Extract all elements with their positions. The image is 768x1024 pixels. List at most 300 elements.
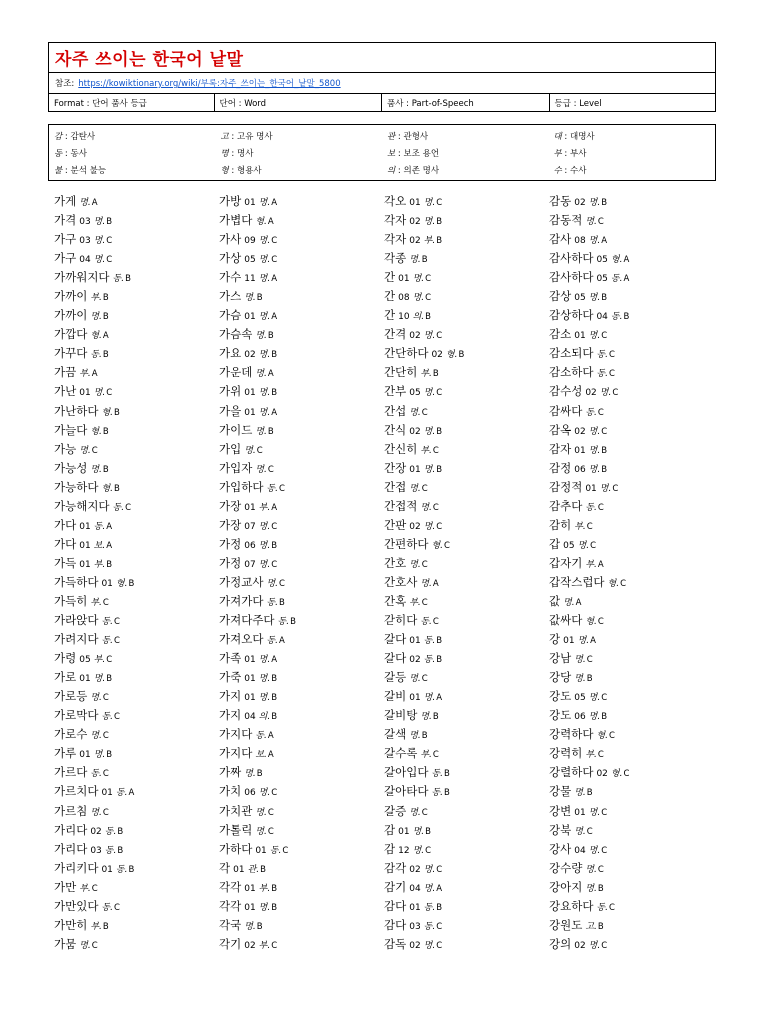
entry-word: 가지 — [219, 708, 242, 723]
entry-pos: 명. — [574, 826, 586, 837]
entry-number: 02 — [409, 940, 421, 951]
legend-key: 의 — [387, 165, 396, 176]
entry-level: A — [271, 502, 278, 513]
entry-number: 01 — [398, 826, 410, 837]
entry-level: A — [91, 369, 98, 380]
entry-pos: 명. — [90, 807, 102, 818]
legend-cell — [549, 164, 716, 176]
entry-number: 01 — [574, 331, 586, 342]
entry-pos: 부. — [258, 883, 271, 894]
word-entry — [54, 917, 219, 936]
entry-level: C — [436, 198, 443, 208]
entry-word: 갈비 — [384, 689, 407, 704]
word-entry — [384, 574, 549, 593]
word-entry — [54, 669, 219, 688]
entry-level: A — [271, 655, 278, 666]
entry-number: 01 — [79, 521, 91, 532]
entry-number: 10 — [398, 312, 410, 323]
entry-level: C — [279, 578, 285, 589]
entry-pos: 명. — [79, 198, 91, 208]
entry-number: 01 — [233, 864, 245, 875]
entry-word: 가구 — [54, 251, 77, 266]
entry-level: C — [256, 445, 263, 456]
entry-pos: 명. — [423, 883, 436, 894]
word-entry — [54, 555, 219, 574]
word-entry — [384, 345, 549, 364]
word-entry — [384, 422, 549, 441]
entry-level: C — [106, 388, 113, 399]
entry-number: 08 — [574, 236, 586, 247]
entry-pos: 동. — [115, 788, 128, 799]
entry-word: 간호 — [384, 555, 407, 570]
legend-key: 감 — [54, 131, 63, 142]
entry-level: B — [102, 312, 109, 323]
entry-pos: 형. — [596, 731, 608, 742]
entry-level: C — [421, 674, 428, 685]
entry-word: 가난 — [54, 384, 77, 399]
entry-level: B — [256, 921, 263, 932]
entry-level: C — [601, 807, 608, 818]
entry-word: 감정적 — [549, 479, 583, 494]
entry-number: 02 — [409, 521, 421, 532]
word-entry — [549, 193, 714, 212]
entry-word: 가지 — [219, 689, 242, 704]
entry-level: A — [436, 883, 443, 894]
entry-number: 04 — [596, 312, 608, 323]
entry-pos: 명. — [577, 636, 590, 647]
entry-number: 05 — [79, 655, 91, 666]
word-entry — [219, 593, 384, 612]
entry-number: 11 — [244, 274, 256, 285]
level-cell: 등급 : Level — [554, 98, 602, 109]
entry-word: 각기 — [219, 936, 242, 951]
entry-number: 01 — [244, 674, 256, 685]
entry-word: 감소하다 — [549, 365, 594, 380]
entry-number: 01 — [79, 750, 91, 761]
entry-level: B — [436, 236, 443, 247]
word-column — [54, 193, 219, 955]
word-entry — [219, 707, 384, 726]
pos-cell: 품사 : Part-of-Speech — [382, 94, 550, 111]
word-entry — [549, 345, 714, 364]
entry-number: 02 — [596, 769, 608, 780]
entry-number: 12 — [398, 845, 410, 856]
entry-pos: 명. — [258, 350, 271, 361]
entry-level: B — [271, 712, 278, 723]
entry-level: C — [436, 521, 443, 532]
entry-level: C — [421, 407, 428, 418]
entry-pos: 명. — [90, 312, 102, 323]
word-entry — [54, 288, 219, 307]
word-entry — [549, 498, 714, 517]
entry-level: B — [256, 769, 263, 780]
entry-word: 가로 — [54, 670, 77, 685]
word-entry — [54, 212, 219, 231]
entry-word: 가능해지다 — [54, 498, 110, 513]
legend-table — [48, 124, 716, 181]
word-entry — [219, 822, 384, 841]
entry-word: 감동적 — [549, 213, 583, 228]
entry-word: 가볍다 — [219, 213, 253, 228]
entry-word: 가난하다 — [54, 403, 99, 418]
legend-key: 수 — [553, 165, 562, 176]
entry-pos: 명. — [258, 788, 271, 799]
entry-pos: 명. — [423, 693, 436, 704]
entry-number: 09 — [244, 236, 256, 247]
entry-pos: 동. — [423, 902, 436, 913]
entry-level: A — [601, 236, 608, 247]
entry-level: C — [91, 883, 98, 894]
word-entry — [549, 403, 714, 422]
entry-pos: 의. — [412, 312, 425, 323]
entry-level: B — [267, 331, 274, 342]
entry-level: B — [271, 388, 278, 399]
entry-pos: 명. — [412, 826, 425, 837]
word-entry — [384, 631, 549, 650]
entry-level: B — [436, 464, 443, 475]
word-entry — [219, 669, 384, 688]
entry-number: 02 — [244, 350, 256, 361]
entry-word: 갑작스럽다 — [549, 574, 605, 589]
entry-level: C — [432, 617, 439, 628]
word-entry — [384, 841, 549, 860]
entry-word: 감사 — [549, 232, 572, 247]
entry-word: 가능 — [54, 441, 77, 456]
entry-pos: 부. — [585, 750, 597, 761]
entry-level: C — [436, 864, 443, 875]
entry-word: 간섭 — [384, 403, 407, 418]
word-entry — [549, 688, 714, 707]
entry-word: 갈등 — [384, 670, 407, 685]
entry-level: C — [271, 255, 278, 266]
entry-word: 감소되다 — [549, 346, 594, 361]
entry-pos: 동. — [423, 636, 436, 647]
entry-level: A — [102, 331, 109, 342]
entry-word: 강 — [549, 632, 561, 647]
entry-level: C — [271, 559, 278, 570]
entry-pos: 동. — [101, 902, 113, 913]
entry-word: 가라앉다 — [54, 613, 99, 628]
word-entry — [219, 307, 384, 326]
word-entry — [384, 307, 549, 326]
reference-label: 참조: — [55, 79, 75, 89]
word-entry — [54, 745, 219, 764]
word-entry — [54, 726, 219, 745]
entry-level: A — [271, 407, 278, 418]
entry-pos: 동. — [104, 845, 117, 856]
entry-pos: 부. — [90, 597, 102, 608]
entry-word: 갈다 — [384, 632, 407, 647]
entry-level: A — [432, 578, 439, 589]
entry-level: C — [91, 445, 98, 456]
entry-level: B — [106, 674, 113, 685]
entry-word: 갈색 — [384, 727, 407, 742]
entry-number: 07 — [244, 559, 256, 570]
entry-level: C — [421, 559, 428, 570]
entry-level: C — [271, 940, 278, 951]
entry-pos: 동. — [90, 769, 102, 780]
word-entry — [549, 650, 714, 669]
entry-number: 05 — [596, 255, 608, 266]
entry-word: 가령 — [54, 651, 77, 666]
word-entry — [549, 422, 714, 441]
entry-word: 강렬하다 — [549, 765, 594, 780]
entry-word: 강도 — [549, 689, 572, 704]
entry-level: C — [425, 274, 432, 285]
entry-pos: 동. — [423, 655, 436, 666]
word-entry — [384, 250, 549, 269]
entry-level: B — [421, 731, 428, 742]
entry-number: 01 — [585, 483, 597, 494]
entry-level: C — [267, 826, 274, 837]
entry-pos: 동. — [90, 350, 102, 361]
entry-pos: 동. — [420, 617, 432, 628]
entry-pos: 부. — [585, 559, 597, 570]
entry-pos: 명. — [563, 597, 575, 608]
entry-word: 갈수록 — [384, 746, 418, 761]
legend-key: 형 — [220, 165, 229, 176]
entry-number: 01 — [244, 655, 256, 666]
word-entry — [384, 803, 549, 822]
entry-level: A — [271, 274, 278, 285]
entry-pos: 명. — [412, 293, 425, 304]
entry-pos: 명. — [258, 236, 271, 247]
entry-pos: 부. — [258, 502, 271, 513]
entry-pos: 명. — [585, 883, 597, 894]
entry-pos: 명. — [423, 331, 436, 342]
entry-word: 가죽 — [219, 670, 242, 685]
entry-level: C — [444, 540, 450, 551]
entry-word: 갈비탕 — [384, 708, 418, 723]
entry-word: 가이드 — [219, 422, 253, 437]
word-entry — [219, 650, 384, 669]
entry-pos: 형. — [610, 255, 623, 266]
entry-level: C — [106, 255, 113, 266]
entry-level: C — [620, 578, 627, 589]
word-entry — [219, 612, 384, 631]
entry-pos: 명. — [423, 198, 436, 208]
entry-word: 가지다 — [219, 727, 253, 742]
legend-cell — [216, 164, 383, 176]
entry-word: 가운데 — [219, 365, 253, 380]
entry-word: 강사 — [549, 841, 572, 856]
entry-number: 03 — [79, 236, 91, 247]
page-title: 자주 쓰이는 한국어 낱말 — [55, 50, 244, 70]
entry-word: 가스 — [219, 289, 242, 304]
word-entry — [549, 441, 714, 460]
entry-pos: 동. — [112, 502, 125, 513]
entry-number: 02 — [574, 198, 586, 208]
entry-pos: 부. — [93, 559, 106, 570]
entry-level: A — [91, 198, 98, 208]
entry-level: C — [612, 388, 619, 399]
entry-pos: 형. — [90, 331, 102, 342]
entry-word: 가정교사 — [219, 574, 264, 589]
entry-pos: 명. — [93, 236, 106, 247]
entry-number: 01 — [244, 902, 256, 913]
word-entry — [54, 345, 219, 364]
entry-word: 감수성 — [549, 384, 583, 399]
word-entry — [54, 383, 219, 402]
legend-cell — [49, 130, 216, 142]
entry-level: C — [601, 331, 608, 342]
entry-word: 간편하다 — [384, 536, 429, 551]
entry-word: 가상 — [219, 251, 242, 266]
entry-pos: 형. — [101, 483, 113, 494]
entry-pos: 동. — [596, 350, 608, 361]
entry-pos: 동. — [93, 521, 106, 532]
entry-pos: 동. — [101, 636, 113, 647]
entry-word: 가까이 — [54, 308, 88, 323]
entry-level: A — [623, 274, 630, 285]
entry-number: 05 — [563, 540, 575, 551]
entry-pos: 형. — [607, 578, 620, 589]
entry-level: B — [114, 483, 120, 494]
entry-level: C — [601, 940, 608, 951]
entry-word: 갇히다 — [384, 613, 418, 628]
entry-word: 강물 — [549, 784, 572, 799]
legend-cell — [382, 164, 549, 176]
entry-number: 01 — [574, 445, 586, 456]
entry-word: 간혹 — [384, 593, 407, 608]
entry-pos: 명. — [90, 731, 102, 742]
entry-number: 02 — [90, 826, 102, 837]
entry-word: 가구 — [54, 232, 77, 247]
entry-level: C — [436, 388, 443, 399]
word-entry — [219, 898, 384, 917]
word-entry — [219, 422, 384, 441]
entry-pos: 명. — [423, 426, 436, 437]
word-entry — [219, 536, 384, 555]
reference-link[interactable]: https://kowiktionary.org/wiki/부록:자주_쓰이는_한국어_낱말_5800 — [78, 79, 341, 89]
word-entry — [549, 803, 714, 822]
entry-number: 06 — [574, 712, 586, 723]
word-entry — [219, 936, 384, 955]
entry-word: 감옥 — [549, 422, 572, 437]
entry-word: 가득하다 — [54, 574, 99, 589]
entry-level: B — [256, 293, 263, 304]
entry-number: 01 — [409, 693, 421, 704]
entry-word: 감사하다 — [549, 270, 594, 285]
entry-pos: 명. — [255, 426, 267, 437]
entry-word: 가만있다 — [54, 898, 99, 913]
entry-word: 가치 — [219, 784, 242, 799]
word-entry — [219, 555, 384, 574]
entry-word: 강요하다 — [549, 898, 594, 913]
entry-number: 01 — [409, 902, 421, 913]
word-entry — [549, 307, 714, 326]
entry-pos: 명. — [79, 940, 91, 951]
entry-level: C — [102, 807, 109, 818]
entry-number: 05 — [409, 388, 421, 399]
entry-pos: 관. — [247, 864, 260, 875]
entry-word: 감사하다 — [549, 251, 594, 266]
entry-pos: 명. — [420, 502, 432, 513]
entry-pos: 명. — [574, 655, 586, 666]
word-entry — [54, 764, 219, 783]
entry-level: C — [106, 236, 113, 247]
entry-word: 각각 — [219, 879, 242, 894]
entry-level: C — [425, 293, 432, 304]
entry-word: 가루 — [54, 746, 77, 761]
entry-pos: 명. — [258, 559, 271, 570]
entry-number: 08 — [398, 293, 410, 304]
entry-word: 가만히 — [54, 917, 88, 932]
entry-pos: 동. — [596, 369, 608, 380]
entry-level: B — [601, 445, 608, 456]
entry-number: 01 — [563, 636, 575, 647]
entry-pos: 부. — [420, 750, 432, 761]
entry-pos: 형. — [115, 578, 128, 589]
entry-level: B — [601, 293, 608, 304]
legend-cell — [216, 130, 383, 142]
word-entry — [549, 612, 714, 631]
word-entry — [219, 574, 384, 593]
entry-word: 가정 — [219, 536, 242, 551]
entry-level: B — [436, 902, 443, 913]
legend-key: 보 — [387, 148, 396, 159]
entry-word: 가장 — [219, 498, 242, 513]
entry-number: 01 — [244, 883, 256, 894]
word-entry — [549, 250, 714, 269]
entry-level: C — [436, 331, 443, 342]
entry-word: 간신히 — [384, 441, 418, 456]
entry-pos: 명. — [588, 293, 601, 304]
entry-level: C — [612, 483, 619, 494]
entry-word: 갈다 — [384, 651, 407, 666]
entry-level: C — [623, 769, 630, 780]
legend-key: 부 — [553, 148, 562, 159]
entry-word: 가까이 — [54, 289, 88, 304]
entry-level: A — [436, 693, 443, 704]
entry-word: 감 — [384, 822, 396, 837]
legend-key: 고 — [220, 131, 229, 142]
word-entry — [54, 364, 219, 383]
entry-pos: 명. — [409, 731, 421, 742]
word-entry — [549, 841, 714, 860]
entry-pos: 동. — [596, 902, 608, 913]
entry-number: 01 — [79, 674, 91, 685]
entry-pos: 명. — [255, 464, 267, 475]
entry-pos: 동. — [101, 712, 113, 723]
entry-word: 갈아입다 — [384, 765, 429, 780]
entry-number: 02 — [409, 426, 421, 437]
entry-word: 가입하다 — [219, 479, 264, 494]
word-entry — [549, 707, 714, 726]
entry-pos: 명. — [409, 807, 421, 818]
entry-word: 갑 — [549, 536, 561, 551]
entry-level: B — [601, 712, 608, 723]
entry-number: 01 — [574, 807, 586, 818]
entry-word: 강당 — [549, 670, 572, 685]
entry-word: 가리다 — [54, 841, 88, 856]
entry-word: 각자 — [384, 213, 407, 228]
entry-level: B — [436, 426, 443, 437]
entry-number: 02 — [409, 864, 421, 875]
entry-level: C — [421, 807, 428, 818]
word-entry — [384, 460, 549, 479]
legend-cell — [49, 164, 216, 176]
word-entry — [54, 479, 219, 498]
entry-number: 01 — [101, 788, 113, 799]
entry-pos: 부. — [79, 369, 91, 380]
legend-row — [49, 161, 715, 178]
entry-level: C — [282, 845, 289, 856]
entry-level: B — [267, 426, 274, 437]
word-entry — [384, 193, 549, 212]
word-entry — [54, 403, 219, 422]
entry-number: 01 — [79, 388, 91, 399]
